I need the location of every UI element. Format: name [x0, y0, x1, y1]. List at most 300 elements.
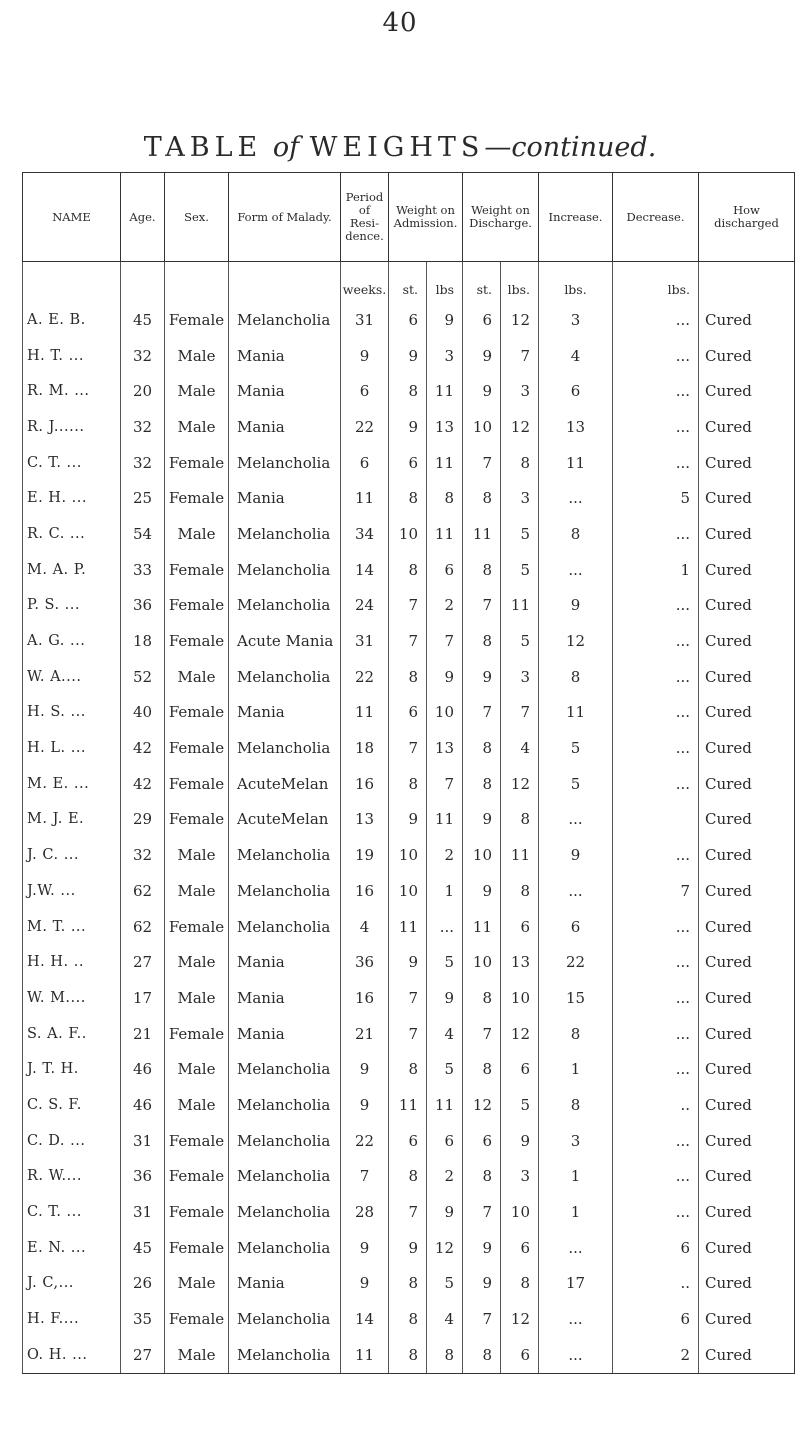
- cell-increase: 8: [539, 1016, 613, 1052]
- cell-period: 34: [341, 516, 389, 552]
- table-row: [23, 837, 795, 873]
- cell-form: Acute Mania: [229, 623, 341, 659]
- cell-how: Cured: [699, 409, 795, 445]
- cell-name: J. C. ...: [23, 837, 121, 873]
- cell-dis-lbs: 4: [501, 730, 539, 766]
- cell-decrease: ..: [613, 1266, 699, 1302]
- units-how: [699, 262, 795, 303]
- title-word: WEIGHTS: [309, 132, 485, 163]
- cell-adm-st: 8: [389, 1051, 427, 1087]
- cell-sex: Male: [165, 980, 229, 1016]
- table-row: [23, 802, 795, 838]
- table-row: [23, 1301, 795, 1337]
- cell-adm-st: 8: [389, 659, 427, 695]
- cell-adm-st: 6: [389, 1123, 427, 1159]
- cell-adm-lbs: 9: [427, 1194, 463, 1230]
- table-row: [23, 409, 795, 445]
- table-row: [23, 695, 795, 731]
- cell-decrease: ...: [613, 588, 699, 624]
- cell-dis-st: 8: [463, 1159, 501, 1195]
- cell-period: 11: [341, 695, 389, 731]
- table-row: [23, 1016, 795, 1052]
- cell-how: Cured: [699, 480, 795, 516]
- cell-dis-lbs: 3: [501, 1159, 539, 1195]
- cell-adm-lbs: 11: [427, 516, 463, 552]
- header-discharge: Weight on Discharge.: [463, 173, 539, 262]
- header-row: [23, 173, 795, 262]
- units-age: [121, 262, 165, 303]
- cell-period: 22: [341, 1123, 389, 1159]
- cell-increase: 8: [539, 516, 613, 552]
- cell-dis-st: 7: [463, 695, 501, 731]
- cell-period: 21: [341, 1016, 389, 1052]
- cell-form: Mania: [229, 480, 341, 516]
- cell-increase: 3: [539, 1123, 613, 1159]
- cell-how: Cured: [699, 944, 795, 980]
- cell-decrease: ...: [613, 766, 699, 802]
- cell-name: W. A....: [23, 659, 121, 695]
- cell-adm-st: 8: [389, 1266, 427, 1302]
- cell-how: Cured: [699, 1159, 795, 1195]
- cell-dis-st: 8: [463, 623, 501, 659]
- cell-adm-st: 11: [389, 1087, 427, 1123]
- cell-period: 4: [341, 909, 389, 945]
- cell-dis-lbs: 13: [501, 944, 539, 980]
- cell-decrease: 5: [613, 480, 699, 516]
- cell-sex: Female: [165, 480, 229, 516]
- table-row: [23, 480, 795, 516]
- cell-name: C. S. F.: [23, 1087, 121, 1123]
- cell-decrease: ...: [613, 409, 699, 445]
- units-row: [23, 262, 795, 303]
- cell-name: R. J......: [23, 409, 121, 445]
- cell-age: 17: [121, 980, 165, 1016]
- units-decrease: lbs.: [613, 262, 699, 303]
- cell-adm-lbs: 4: [427, 1301, 463, 1337]
- cell-increase: 12: [539, 623, 613, 659]
- cell-increase: 11: [539, 695, 613, 731]
- cell-age: 21: [121, 1016, 165, 1052]
- cell-how: Cured: [699, 873, 795, 909]
- cell-increase: 1: [539, 1051, 613, 1087]
- cell-decrease: 6: [613, 1230, 699, 1266]
- cell-form: AcuteMelan: [229, 802, 341, 838]
- cell-adm-st: 10: [389, 873, 427, 909]
- cell-sex: Female: [165, 695, 229, 731]
- cell-dis-lbs: 12: [501, 1301, 539, 1337]
- cell-how: Cured: [699, 1230, 795, 1266]
- cell-adm-st: 11: [389, 909, 427, 945]
- table-row: [23, 659, 795, 695]
- cell-age: 29: [121, 802, 165, 838]
- cell-adm-st: 8: [389, 766, 427, 802]
- cell-increase: ...: [539, 1337, 613, 1373]
- cell-how: Cured: [699, 695, 795, 731]
- cell-age: 27: [121, 944, 165, 980]
- cell-age: 62: [121, 873, 165, 909]
- cell-form: Melancholia: [229, 730, 341, 766]
- cell-name: O. H. ...: [23, 1337, 121, 1373]
- cell-form: Mania: [229, 1016, 341, 1052]
- cell-increase: 5: [539, 766, 613, 802]
- cell-decrease: ...: [613, 1123, 699, 1159]
- cell-age: 42: [121, 766, 165, 802]
- cell-how: Cured: [699, 1194, 795, 1230]
- cell-dis-st: 8: [463, 1337, 501, 1373]
- cell-adm-st: 7: [389, 730, 427, 766]
- cell-age: 32: [121, 409, 165, 445]
- header-sex: Sex.: [165, 173, 229, 262]
- cell-how: Cured: [699, 338, 795, 374]
- cell-sex: Female: [165, 1194, 229, 1230]
- cell-age: 33: [121, 552, 165, 588]
- cell-dis-st: 10: [463, 409, 501, 445]
- cell-age: 27: [121, 1337, 165, 1373]
- cell-how: Cured: [699, 837, 795, 873]
- cell-dis-st: 10: [463, 837, 501, 873]
- cell-dis-st: 6: [463, 1123, 501, 1159]
- cell-increase: 11: [539, 445, 613, 481]
- cell-dis-lbs: 5: [501, 1087, 539, 1123]
- cell-adm-st: 9: [389, 338, 427, 374]
- cell-dis-lbs: 3: [501, 373, 539, 409]
- cell-form: Mania: [229, 373, 341, 409]
- cell-name: H. T. ...: [23, 338, 121, 374]
- cell-dis-st: 10: [463, 944, 501, 980]
- cell-dis-st: 9: [463, 659, 501, 695]
- cell-age: 45: [121, 1230, 165, 1266]
- cell-dis-lbs: 8: [501, 445, 539, 481]
- cell-adm-st: 7: [389, 1016, 427, 1052]
- cell-adm-st: 8: [389, 1301, 427, 1337]
- cell-form: Melancholia: [229, 659, 341, 695]
- cell-period: 36: [341, 944, 389, 980]
- cell-sex: Female: [165, 552, 229, 588]
- cell-age: 35: [121, 1301, 165, 1337]
- cell-decrease: ...: [613, 1051, 699, 1087]
- cell-how: Cured: [699, 1266, 795, 1302]
- cell-decrease: ...: [613, 445, 699, 481]
- cell-adm-lbs: 8: [427, 480, 463, 516]
- table-row: [23, 588, 795, 624]
- table-row: [23, 1230, 795, 1266]
- cell-dis-st: 8: [463, 1051, 501, 1087]
- cell-form: Melancholia: [229, 302, 341, 338]
- cell-increase: 1: [539, 1194, 613, 1230]
- cell-how: Cured: [699, 1123, 795, 1159]
- cell-period: 14: [341, 552, 389, 588]
- cell-adm-lbs: 10: [427, 695, 463, 731]
- cell-form: Melancholia: [229, 1230, 341, 1266]
- table-row: [23, 338, 795, 374]
- cell-dis-lbs: 11: [501, 837, 539, 873]
- cell-increase: 6: [539, 909, 613, 945]
- cell-period: 19: [341, 837, 389, 873]
- cell-name: E. N. ...: [23, 1230, 121, 1266]
- cell-age: 31: [121, 1194, 165, 1230]
- header-age: Age.: [121, 173, 165, 262]
- cell-decrease: ...: [613, 623, 699, 659]
- cell-adm-lbs: 13: [427, 409, 463, 445]
- cell-form: Melancholia: [229, 1051, 341, 1087]
- cell-decrease: ...: [613, 1159, 699, 1195]
- header-form: Form of Malady.: [229, 173, 341, 262]
- cell-sex: Female: [165, 302, 229, 338]
- cell-adm-st: 8: [389, 552, 427, 588]
- cell-period: 7: [341, 1159, 389, 1195]
- cell-dis-st: 9: [463, 1266, 501, 1302]
- weights-table: [22, 172, 795, 1374]
- cell-form: Melancholia: [229, 1123, 341, 1159]
- cell-how: Cured: [699, 1301, 795, 1337]
- cell-sex: Male: [165, 873, 229, 909]
- cell-form: Melancholia: [229, 552, 341, 588]
- cell-how: Cured: [699, 552, 795, 588]
- table-row: [23, 1123, 795, 1159]
- cell-how: Cured: [699, 373, 795, 409]
- cell-decrease: ...: [613, 373, 699, 409]
- cell-adm-st: 7: [389, 623, 427, 659]
- table-row: [23, 516, 795, 552]
- cell-how: Cured: [699, 766, 795, 802]
- cell-dis-st: 9: [463, 373, 501, 409]
- table-row: [23, 1266, 795, 1302]
- cell-dis-st: 7: [463, 588, 501, 624]
- cell-dis-lbs: 12: [501, 302, 539, 338]
- cell-age: 42: [121, 730, 165, 766]
- cell-adm-lbs: 12: [427, 1230, 463, 1266]
- title-of: of: [272, 132, 300, 163]
- units-adm-lbs: lbs: [427, 262, 463, 303]
- table-row: [23, 1159, 795, 1195]
- table-row: [23, 1051, 795, 1087]
- cell-dis-st: 12: [463, 1087, 501, 1123]
- cell-period: 11: [341, 1337, 389, 1373]
- cell-sex: Male: [165, 338, 229, 374]
- cell-adm-lbs: 5: [427, 1266, 463, 1302]
- cell-dis-lbs: 5: [501, 552, 539, 588]
- cell-adm-st: 10: [389, 516, 427, 552]
- cell-name: M. E. ...: [23, 766, 121, 802]
- cell-decrease: ...: [613, 338, 699, 374]
- page-title: [0, 132, 800, 163]
- cell-name: C. T. ...: [23, 445, 121, 481]
- cell-age: 36: [121, 1159, 165, 1195]
- cell-adm-st: 7: [389, 588, 427, 624]
- cell-decrease: ...: [613, 516, 699, 552]
- cell-name: P. S. ...: [23, 588, 121, 624]
- cell-adm-st: 9: [389, 1230, 427, 1266]
- header-decrease: Decrease.: [613, 173, 699, 262]
- cell-decrease: ..: [613, 1087, 699, 1123]
- cell-dis-st: 9: [463, 338, 501, 374]
- cell-name: S. A. F..: [23, 1016, 121, 1052]
- cell-period: 14: [341, 1301, 389, 1337]
- cell-dis-st: 8: [463, 766, 501, 802]
- cell-adm-st: 8: [389, 373, 427, 409]
- cell-dis-st: 8: [463, 552, 501, 588]
- cell-adm-lbs: 4: [427, 1016, 463, 1052]
- cell-period: 13: [341, 802, 389, 838]
- cell-name: M. T. ...: [23, 909, 121, 945]
- cell-adm-st: 9: [389, 944, 427, 980]
- cell-dis-lbs: 9: [501, 1123, 539, 1159]
- cell-sex: Female: [165, 1123, 229, 1159]
- cell-dis-st: 11: [463, 909, 501, 945]
- cell-how: Cured: [699, 1016, 795, 1052]
- cell-decrease: 7: [613, 873, 699, 909]
- cell-increase: ...: [539, 552, 613, 588]
- cell-adm-st: 9: [389, 802, 427, 838]
- cell-increase: 8: [539, 1087, 613, 1123]
- cell-period: 28: [341, 1194, 389, 1230]
- cell-adm-st: 9: [389, 409, 427, 445]
- cell-sex: Male: [165, 944, 229, 980]
- cell-dis-lbs: 6: [501, 909, 539, 945]
- table-row: [23, 445, 795, 481]
- cell-dis-st: 6: [463, 302, 501, 338]
- header-admission: Weight on Admission.: [389, 173, 463, 262]
- cell-increase: ...: [539, 480, 613, 516]
- cell-adm-lbs: 5: [427, 1051, 463, 1087]
- cell-period: 6: [341, 445, 389, 481]
- cell-form: Mania: [229, 944, 341, 980]
- cell-form: Mania: [229, 338, 341, 374]
- cell-dis-lbs: 12: [501, 409, 539, 445]
- cell-dis-lbs: 8: [501, 1266, 539, 1302]
- table-row: [23, 1194, 795, 1230]
- cell-adm-st: 10: [389, 837, 427, 873]
- cell-increase: 1: [539, 1159, 613, 1195]
- cell-dis-lbs: 8: [501, 802, 539, 838]
- cell-increase: ...: [539, 802, 613, 838]
- cell-decrease: ...: [613, 909, 699, 945]
- table-row: [23, 730, 795, 766]
- cell-period: 16: [341, 766, 389, 802]
- cell-name: M. J. E.: [23, 802, 121, 838]
- cell-how: Cured: [699, 909, 795, 945]
- cell-sex: Male: [165, 1087, 229, 1123]
- cell-period: 9: [341, 338, 389, 374]
- cell-adm-lbs: 1: [427, 873, 463, 909]
- cell-sex: Male: [165, 1337, 229, 1373]
- cell-dis-lbs: 6: [501, 1230, 539, 1266]
- cell-period: 9: [341, 1051, 389, 1087]
- cell-name: J.W. ...: [23, 873, 121, 909]
- cell-name: H. F....: [23, 1301, 121, 1337]
- cell-how: Cured: [699, 659, 795, 695]
- cell-adm-st: 8: [389, 1159, 427, 1195]
- cell-adm-lbs: 2: [427, 837, 463, 873]
- cell-increase: ...: [539, 873, 613, 909]
- cell-form: Mania: [229, 1266, 341, 1302]
- cell-dis-lbs: 6: [501, 1337, 539, 1373]
- cell-sex: Female: [165, 1016, 229, 1052]
- cell-decrease: ...: [613, 695, 699, 731]
- cell-sex: Male: [165, 1051, 229, 1087]
- cell-dis-lbs: 5: [501, 623, 539, 659]
- cell-dis-lbs: 7: [501, 338, 539, 374]
- cell-age: 32: [121, 837, 165, 873]
- cell-sex: Male: [165, 516, 229, 552]
- cell-increase: 15: [539, 980, 613, 1016]
- units-period: weeks.: [341, 262, 389, 303]
- cell-dis-lbs: 12: [501, 766, 539, 802]
- cell-age: 25: [121, 480, 165, 516]
- cell-adm-lbs: 3: [427, 338, 463, 374]
- table-row: [23, 623, 795, 659]
- cell-adm-lbs: 6: [427, 552, 463, 588]
- cell-period: 9: [341, 1230, 389, 1266]
- cell-sex: Male: [165, 1266, 229, 1302]
- cell-decrease: ...: [613, 659, 699, 695]
- cell-how: Cured: [699, 623, 795, 659]
- cell-dis-st: 9: [463, 1230, 501, 1266]
- cell-form: Mania: [229, 409, 341, 445]
- cell-dis-lbs: 10: [501, 980, 539, 1016]
- cell-period: 9: [341, 1087, 389, 1123]
- cell-increase: 4: [539, 338, 613, 374]
- units-adm-st: st.: [389, 262, 427, 303]
- cell-age: 62: [121, 909, 165, 945]
- table-row: [23, 909, 795, 945]
- cell-adm-lbs: 8: [427, 1337, 463, 1373]
- cell-name: W. M....: [23, 980, 121, 1016]
- cell-how: Cured: [699, 802, 795, 838]
- cell-dis-st: 9: [463, 802, 501, 838]
- table-row: [23, 944, 795, 980]
- cell-name: A. G. ...: [23, 623, 121, 659]
- cell-age: 46: [121, 1087, 165, 1123]
- cell-increase: 9: [539, 588, 613, 624]
- cell-dis-lbs: 3: [501, 659, 539, 695]
- cell-form: Melancholia: [229, 588, 341, 624]
- cell-adm-lbs: 11: [427, 373, 463, 409]
- table-row: [23, 980, 795, 1016]
- cell-dis-st: 7: [463, 445, 501, 481]
- cell-dis-st: 9: [463, 873, 501, 909]
- cell-age: 32: [121, 338, 165, 374]
- header-increase: Increase.: [539, 173, 613, 262]
- cell-adm-lbs: 13: [427, 730, 463, 766]
- cell-age: 32: [121, 445, 165, 481]
- cell-sex: Female: [165, 909, 229, 945]
- table-row: [23, 552, 795, 588]
- cell-dis-st: 7: [463, 1194, 501, 1230]
- cell-form: Melancholia: [229, 1087, 341, 1123]
- cell-sex: Male: [165, 837, 229, 873]
- cell-name: H. H. ..: [23, 944, 121, 980]
- cell-sex: Female: [165, 588, 229, 624]
- table-row: [23, 873, 795, 909]
- cell-how: Cured: [699, 1051, 795, 1087]
- cell-increase: 8: [539, 659, 613, 695]
- cell-adm-lbs: 9: [427, 980, 463, 1016]
- cell-sex: Female: [165, 1230, 229, 1266]
- units-dis-lbs: lbs.: [501, 262, 539, 303]
- cell-decrease: ...: [613, 837, 699, 873]
- cell-period: 16: [341, 873, 389, 909]
- cell-adm-lbs: 6: [427, 1123, 463, 1159]
- cell-name: E. H. ...: [23, 480, 121, 516]
- cell-adm-lbs: 11: [427, 1087, 463, 1123]
- cell-increase: ...: [539, 1301, 613, 1337]
- title-suffix: —continued.: [484, 132, 657, 163]
- table-row: [23, 1337, 795, 1373]
- cell-form: Melancholia: [229, 837, 341, 873]
- cell-decrease: [613, 802, 699, 838]
- cell-adm-st: 8: [389, 1337, 427, 1373]
